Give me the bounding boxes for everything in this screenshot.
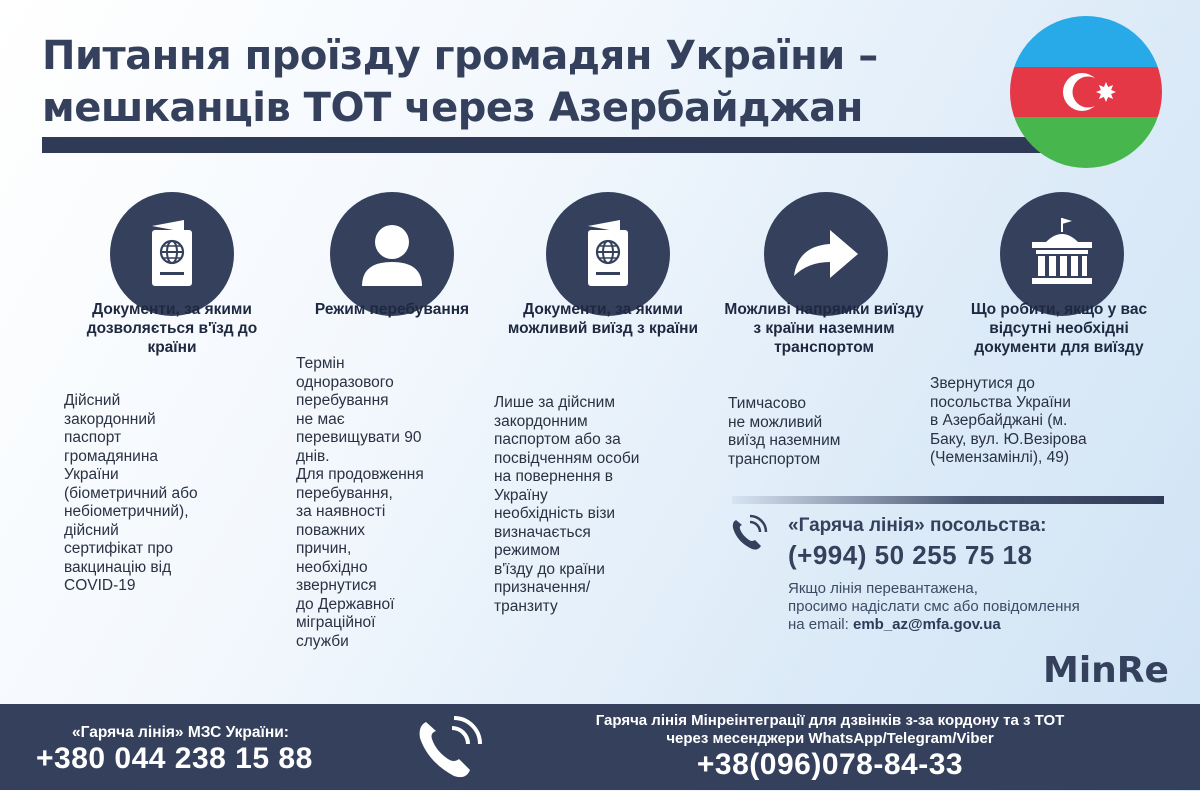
note-line-1: Якщо лінія перевантажена, xyxy=(788,580,978,597)
minre-label-line-1: Гаряча лінія Мінреінтеграції для дзвінків з-за кордону та з ТОТ xyxy=(595,712,1065,729)
column-2-text: Термін одноразового перебування не має перевищувати 90 днів. Для продовження перебування, за наявності поважних причин, необхідно звернутися до Державної міграційної служби xyxy=(296,355,424,650)
embassy-hotline-title: «Гаряча лінія» посольства: xyxy=(788,515,1047,536)
column-4-text: Тимчасово не можливий виїзд наземним транспортом xyxy=(728,395,841,468)
column-3-title: Документи, за якими можливий виїзд з країни xyxy=(507,301,699,337)
column-5-title: Що робити, якщо у вас відсутні необхідні документи для виїзду xyxy=(970,301,1148,356)
column-1-text: Дійсний закордонний паспорт громадянина України (біометричний або небіометричний), дійсний сертифікат про вакцинацію від COVID-19 xyxy=(64,392,198,594)
arrow-right-icon xyxy=(764,192,888,316)
passport-icon xyxy=(110,192,234,316)
title-line-2: мешканців ТОТ через Азербайджан xyxy=(42,85,863,131)
minre-hotline-phone[interactable]: +38(096)078-84-33 xyxy=(696,748,964,781)
title-line-1: Питання проїзду громадян України – xyxy=(42,33,878,79)
email-prefix: на email: xyxy=(788,616,853,633)
passport-icon xyxy=(546,192,670,316)
azerbaijan-flag-icon xyxy=(1010,16,1162,168)
column-3-text: Лише за дійсним закордонним паспортом або за посвідченням особи на повернення в Україну необхідність візи визначається режимом в'їзду до країни призначення/ транзиту xyxy=(494,394,640,615)
column-5-text: Звернутися до посольства України в Азербайджані (м. Баку, вул. Ю.Везірова (Чемензамінлі), 49) xyxy=(930,375,1087,466)
minre-logo: MinRe xyxy=(1043,650,1169,691)
page-title xyxy=(42,30,962,134)
embassy-email-link[interactable]: emb_az@mfa.gov.ua xyxy=(852,616,1001,633)
section-divider xyxy=(732,496,1164,504)
column-2-title: Режим перебування xyxy=(314,301,470,318)
embassy-hotline-phone[interactable]: (+994) 50 255 75 18 xyxy=(788,540,1033,570)
mfa-hotline-phone[interactable]: +380 044 238 15 88 xyxy=(36,742,313,775)
minre-label-line-2: через месенджери WhatsApp/Telegram/Viber xyxy=(666,730,994,747)
phone-icon xyxy=(728,514,768,559)
column-4-title: Можливі напрямки виїзду з країни наземним транспортом xyxy=(724,301,924,356)
embassy-icon xyxy=(1000,192,1124,316)
footer-bar xyxy=(0,704,1200,790)
note-line-3 xyxy=(788,616,1188,634)
phone-ringing-icon xyxy=(410,710,490,791)
mfa-hotline-label: «Гаряча лінія» МЗС України: xyxy=(72,724,289,741)
person-icon xyxy=(330,192,454,316)
note-line-2: просимо надіслати смс або повідомлення xyxy=(788,598,1080,615)
column-1-title: Документи, за якими дозволяється в'їзд до країни xyxy=(86,301,258,356)
minre-hotline-label xyxy=(500,712,1160,748)
title-underline-bar xyxy=(42,137,1042,153)
embassy-hotline-note xyxy=(788,580,1188,634)
